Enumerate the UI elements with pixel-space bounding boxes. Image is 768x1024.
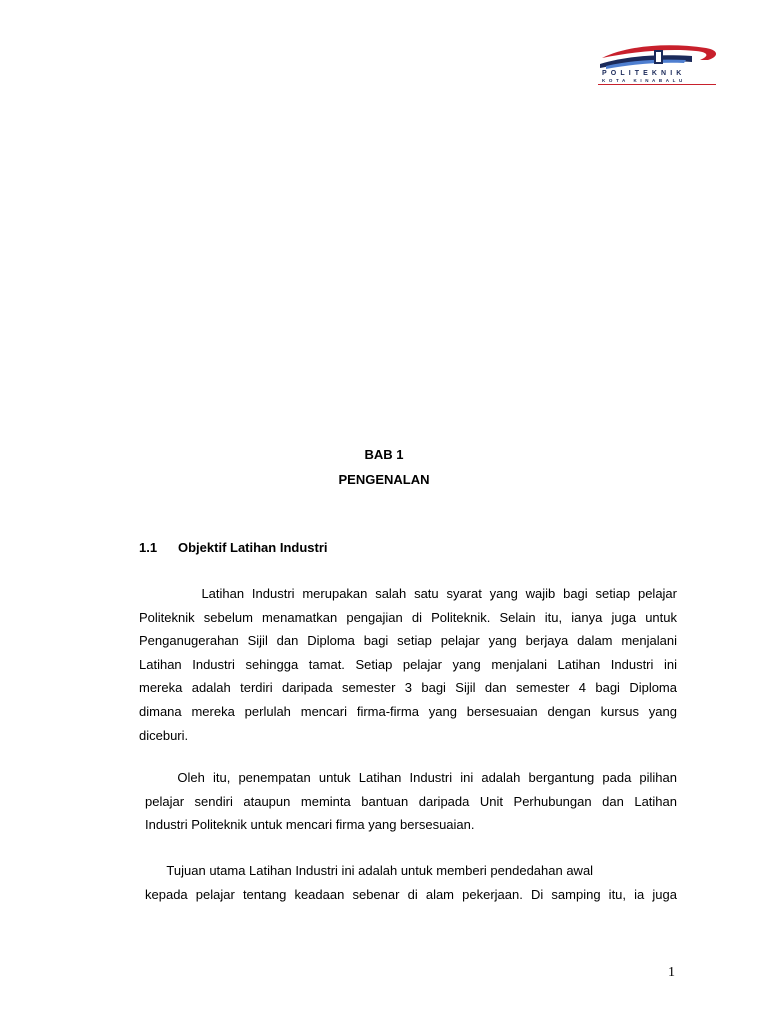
chapter-label: BAB 1 [364, 447, 404, 462]
paragraph-line: Industri Politeknik untuk mencari firma yang bersesuaian. [145, 817, 475, 833]
chapter-title: PENGENALAN [338, 472, 430, 487]
logo-divider [598, 84, 716, 85]
paragraph-line: kepada pelajar tentang keadaan sebenar di alam pekerjaan. Di samping itu, ia juga [145, 886, 677, 902]
paragraph-line: pelajar sendiri ataupun meminta bantuan daripada Unit Perhubungan dan Latihan [145, 793, 677, 809]
logo-swoosh-icon [596, 42, 722, 72]
politeknik-logo [596, 42, 722, 88]
paragraph-line: dimana mereka perlulah mencari firma-firma yang bersesuaian dengan kursus yang [139, 703, 677, 719]
paragraph-line: Oleh itu, penempatan untuk Latihan Industri ini adalah bergantung pada pilihan [145, 770, 677, 785]
paragraph-placement [145, 766, 677, 837]
paragraph-line: mereka adalah terdiri daripada semester 3 bagi Sijil dan semester 4 bagi Diploma [139, 680, 677, 696]
logo-name: POLITEKNIK [602, 70, 686, 77]
paragraph-purpose [145, 859, 677, 906]
paragraph-line: Latihan Industri merupakan salah satu syarat yang wajib bagi setiap pelajar [139, 586, 677, 601]
page-number: 1 [668, 965, 675, 980]
paragraph-objective [139, 582, 677, 747]
section-title: Objektif Latihan Industri [178, 540, 328, 555]
paragraph-line: Tujuan utama Latihan Industri ini adalah untuk memberi pendedahan awal [145, 863, 594, 878]
section-number: 1.1 [139, 540, 158, 555]
paragraph-line: Latihan Industri sehingga tamat. Setiap pelajar yang menjalani Latihan Industri ini [139, 656, 677, 672]
paragraph-line: Penganugerahan Sijil dan Diploma bagi setiap pelajar yang berjaya dalam menjalani [139, 633, 677, 649]
paragraph-line: Politeknik sebelum menamatkan pengajian di Politeknik. Selain itu, ianya juga untuk [139, 609, 677, 625]
logo-subtitle: KOTA KINABALU [602, 78, 686, 83]
paragraph-line: diceburi. [139, 727, 189, 743]
